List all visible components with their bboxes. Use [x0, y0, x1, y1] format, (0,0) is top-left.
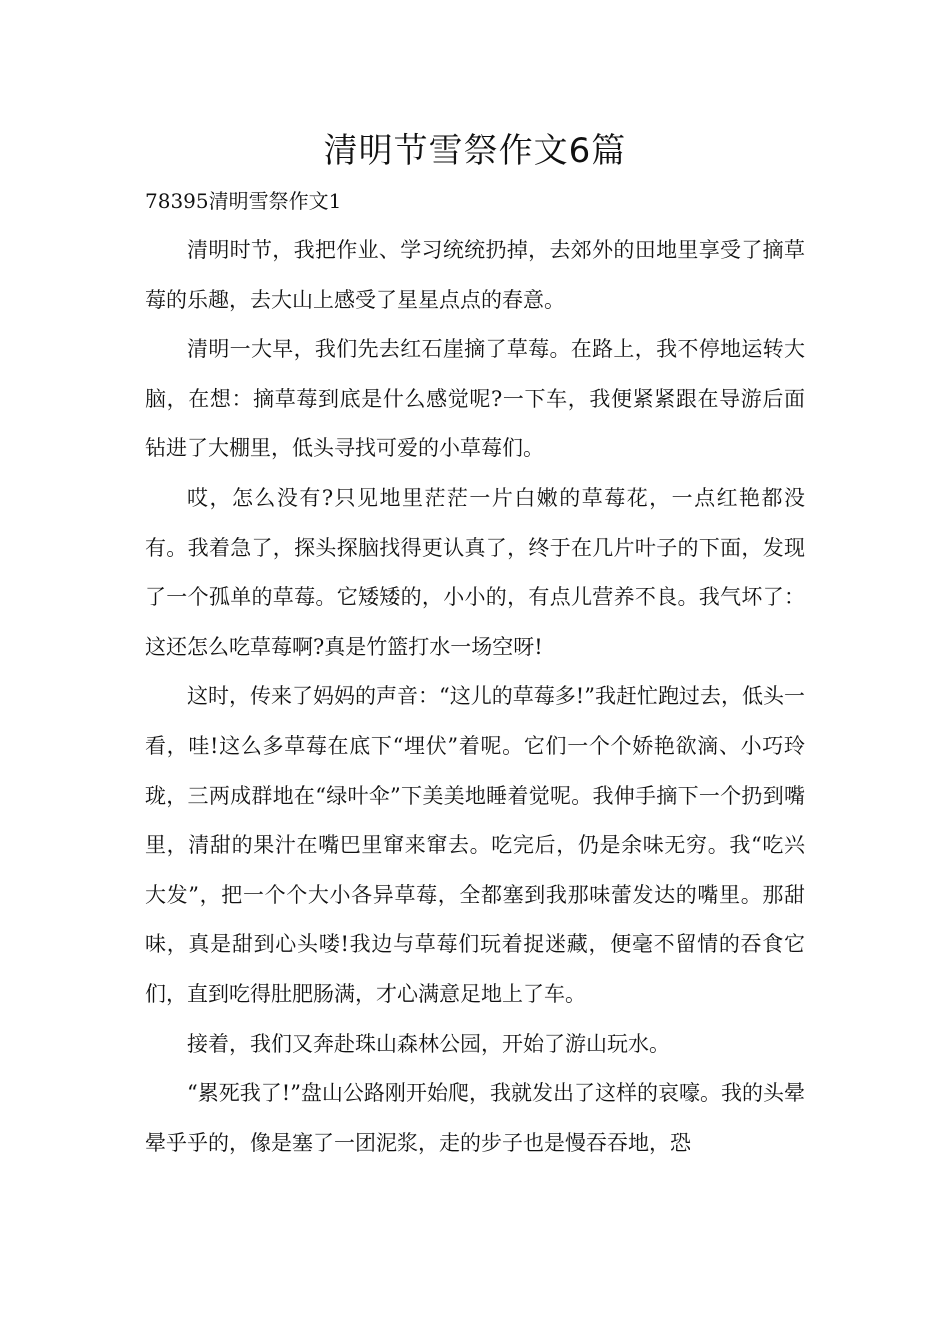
paragraph: 这时，传来了妈妈的声音：“这儿的草莓多!”我赶忙跑过去，低头一看，哇!这么多草莓在底下“埋伏”着呢。它们一个个娇艳欲滴、小巧玲珑，三两成群地在“绿叶伞”下美美地睡着觉呢。我伸手摘下一个扔到嘴里，清甜的果汁在嘴巴里窜来窜去。吃完后，仍是余味无穷。我“吃兴大发”，把一个个大小各异草莓，全都塞到我那味蕾发达的嘴里。那甜味，真是甜到心头喽!我边与草莓们玩着捉迷藏，便毫不留情的吞食它们，直到吃得肚肥肠满，才心满意足地上了车。: [145, 684, 805, 1006]
document-title: 清明节雪祭作文6篇: [323, 131, 627, 171]
paragraph: 哎，怎么没有?只见地里茫茫一片白嫩的草莓花，一点红艳都没有。我着急了，探头探脑找得更认真了，终于在几片叶子的下面，发现了一个孤单的草莓。它矮矮的，小小的，有点儿营养不良。我气坏了：这还怎么吃草莓啊?真是竹篮打水一场空呀!: [145, 485, 805, 659]
document-body: [145, 226, 805, 1168]
paragraph: “累死我了!”盘山公路刚开始爬，我就发出了这样的哀嚎。我的头晕晕乎乎的，像是塞了一团泥浆，走的步子也是慢吞吞地，恐: [145, 1081, 805, 1155]
paragraph: 清明时节，我把作业、学习统统扔掉，去郊外的田地里享受了摘草莓的乐趣，去大山上感受了星星点点的春意。: [145, 238, 805, 312]
paragraph: 接着，我们又奔赴珠山森林公园，开始了游山玩水。: [187, 1031, 670, 1056]
paragraph: 清明一大早，我们先去红石崖摘了草莓。在路上，我不停地运转大脑，在想：摘草莓到底是什么感觉呢?一下车，我便紧紧跟在导游后面钻进了大棚里，低头寻找可爱的小草莓们。: [145, 337, 805, 461]
document-subtitle: 78395清明雪祭作文1: [145, 189, 342, 213]
